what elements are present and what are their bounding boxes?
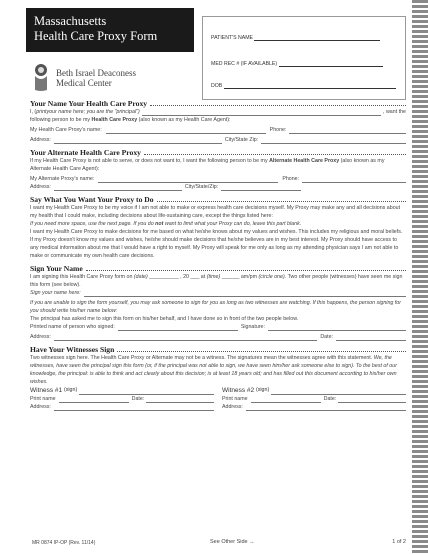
dob-row[interactable] bbox=[211, 83, 396, 89]
witness-2-sign[interactable]: Witness #2 (sign) bbox=[222, 386, 406, 395]
alternate-name-field[interactable]: My Alternate Proxy's name: Phone: bbox=[30, 175, 406, 183]
behalf-paragraph: The principal has asked me to sign this form on his/her behalf, and I have done so in front of the two people below. bbox=[30, 316, 299, 322]
patient-name-row[interactable] bbox=[211, 35, 380, 41]
witness-paragraph: Two witnesses sign here. The Health Care Proxy or Alternate may not be a witness. The signatures mean the witnesses agree with this statement. We, the witnesses, have seen the principal sign this form (or, if the principal was not able to sign, we have seen him/her ask someone else to sign). To the best of our knowledge, the principal: is able to think and act clearly about this decision; is at least 18 years old; and has filled out this document according to his/her own wishes. bbox=[30, 355, 397, 385]
proxy-name-field[interactable]: My Health Care Proxy's name: Phone: bbox=[30, 126, 406, 134]
med-rec-label: MED REC # (IF AVAILABLE) bbox=[211, 61, 278, 67]
form-code: MR 0874 IP-OP (Rev. 11/14) bbox=[32, 540, 96, 546]
values-paragraph: I want my Health Care Proxy to make decisions for me based on what he/she knows about my values and wishes. This includes my religious and moral beliefs. If my Proxy doesn't know my values and wishes, he/she should make decisions that he/she believes are in my best interest. My Proxy should have access to any medical information about me that I would have a right to myself. My Proxy will speak for me only as long as my attending physician says I am not able to make or communicate my own health care decisions. bbox=[30, 229, 403, 259]
logo-line-2: Medical Center bbox=[56, 78, 112, 88]
witness-1-print[interactable]: Print name Date: bbox=[30, 395, 214, 403]
dob-label: DOB bbox=[211, 83, 223, 89]
title-line-1: Massachusetts bbox=[34, 14, 107, 28]
patient-info-box bbox=[202, 16, 406, 100]
proxy-address-field[interactable]: Address: City/State Zip: bbox=[30, 136, 406, 144]
med-rec-row[interactable] bbox=[211, 61, 383, 67]
section-heading-alternate: Your Alternate Health Care Proxy bbox=[30, 147, 406, 157]
section-heading-proxy: Your Name Your Health Care Proxy bbox=[30, 98, 406, 108]
witness-2-address[interactable]: Address: bbox=[222, 403, 406, 411]
alternate-address-field[interactable]: Address: City/State/Zip: bbox=[30, 183, 406, 191]
title-line-2: Health Care Proxy Form bbox=[34, 29, 158, 43]
hospital-logo bbox=[30, 62, 190, 96]
page-number: 1 of 2 bbox=[392, 539, 406, 545]
principal-name-line[interactable]: I, ( print your name here; you are the "principal") , want the bbox=[30, 109, 406, 115]
title-box bbox=[26, 8, 194, 52]
witness-fields bbox=[30, 386, 406, 411]
witness-1-sign[interactable]: Witness #1 (sign) bbox=[30, 386, 214, 395]
signer-address-field[interactable]: Address: Date: bbox=[30, 333, 406, 341]
form-content: Your Name Your Health Care Proxy I, ( print your name here; you are the "principal") , want the following person to be my Health Care Proxy (also known as my Health Care Agent): My Health Care Proxy's name: Phone: Address: City/State Zip: Your Alternate Health Care Proxy If my Health Care Proxy is not able to serve, or does not want to, I want the following person to be my Alternate Health Care Proxy (also known as my Alternate Health Care Agent): My Alternate Proxy's name: Phone: Address: City/State/Zip: Say What You Want Your Proxy to Do I want my Health Care Proxy to be my voice if I am not able to make or express health care decisions myself. My Proxy may make any and all decisions about my health that I could make, including decisions about life-sustaining care, except the things listed here: If you need more space, use the next page. If you do not want to limit what your Proxy can do, leave this part blank. I want my Health Care Proxy to make decisions for me based on what he/she knows about my values and wishes. This includes my religious and moral beliefs. If my Proxy doesn't know my values and wishes, he/she should make decisions that he/she believes are in my best interest. My Proxy should have access to any medical information about me that I would have a right to myself. My Proxy will speak for me only as long as my attending physician says I am not able to make or communicate my own health care decisions. Sign Your Name I am signing this Health Care Proxy form on (date) __________ , 20 ___ at (time) ______ am/pm (circle one). Two other people (witnesses) have seen me sign this form (see below). Sign your name here: If you are unable to sign the form yourself, you may ask someone to sign for you as long as two witnesses are watching. If this happens, the person signing for you should write his/her name below: The principal has asked me to sign this form on his/her behalf, and I have done so in front of the two people below. Printed name of person who signed: Signature: Address: Date: Have Your Witnesses Sign Two witnesses sign here. The Health Care Proxy or Alternate may not be a witness. The signatures mean the witnesses agree with this statement. We, the witnesses, have seen the principal sign this form (or, if the principal was not able to sign, we have seen him/her ask someone else to sign). To the best of our knowledge, the principal: is able to think and act clearly about this decision; is at least 18 years old; and has filled out this document according to his/her own wishes. Witness #1 (sign) Print name Date: Address: Witness #2 (sign) Print name Date: Address: bbox=[30, 98, 406, 410]
sign-name-field[interactable]: Sign your name here: bbox=[30, 289, 406, 297]
side-stripe bbox=[412, 0, 428, 554]
limits-note[interactable]: If you need more space, use the next page. If you do not want to limit what your Proxy can do, leave this part blank. bbox=[30, 221, 302, 227]
witness-1-address[interactable]: Address: bbox=[30, 403, 214, 411]
section-heading-witnesses: Have Your Witnesses Sign bbox=[30, 344, 406, 354]
limits-paragraph: I want my Health Care Proxy to be my voice if I am not able to make or express health care decisions myself. My Proxy may make any and all decisions about my health that I could make, including decisions about life-sustaining care, except the things listed here: bbox=[30, 205, 401, 219]
see-other-side: See Other Side → bbox=[210, 539, 255, 545]
seal-icon bbox=[30, 62, 52, 92]
witness-2-print[interactable]: Print name Date: bbox=[222, 395, 406, 403]
logo-line-1: Beth Israel Deaconess bbox=[56, 68, 136, 78]
signing-paragraph: I am signing this Health Care Proxy form on (date) __________ , 20 ___ at (time) ______ am/pm (circle one). Two other people (witnesses) have seen me sign this form (see below). bbox=[30, 274, 403, 288]
section-heading-sign: Sign Your Name bbox=[30, 263, 406, 273]
printed-name-field[interactable]: Printed name of person who signed: Signature: bbox=[30, 323, 406, 331]
page-footer bbox=[30, 538, 406, 548]
unable-to-sign-paragraph: If you are unable to sign the form yourself, you may ask someone to sign for you as long as two witnesses are watching. If this happens, the person signing for you should write his/her name below: bbox=[30, 300, 401, 314]
section-heading-what: Say What You Want Your Proxy to Do bbox=[30, 194, 406, 204]
patient-name-label: PATIENT'S NAME bbox=[211, 35, 254, 41]
